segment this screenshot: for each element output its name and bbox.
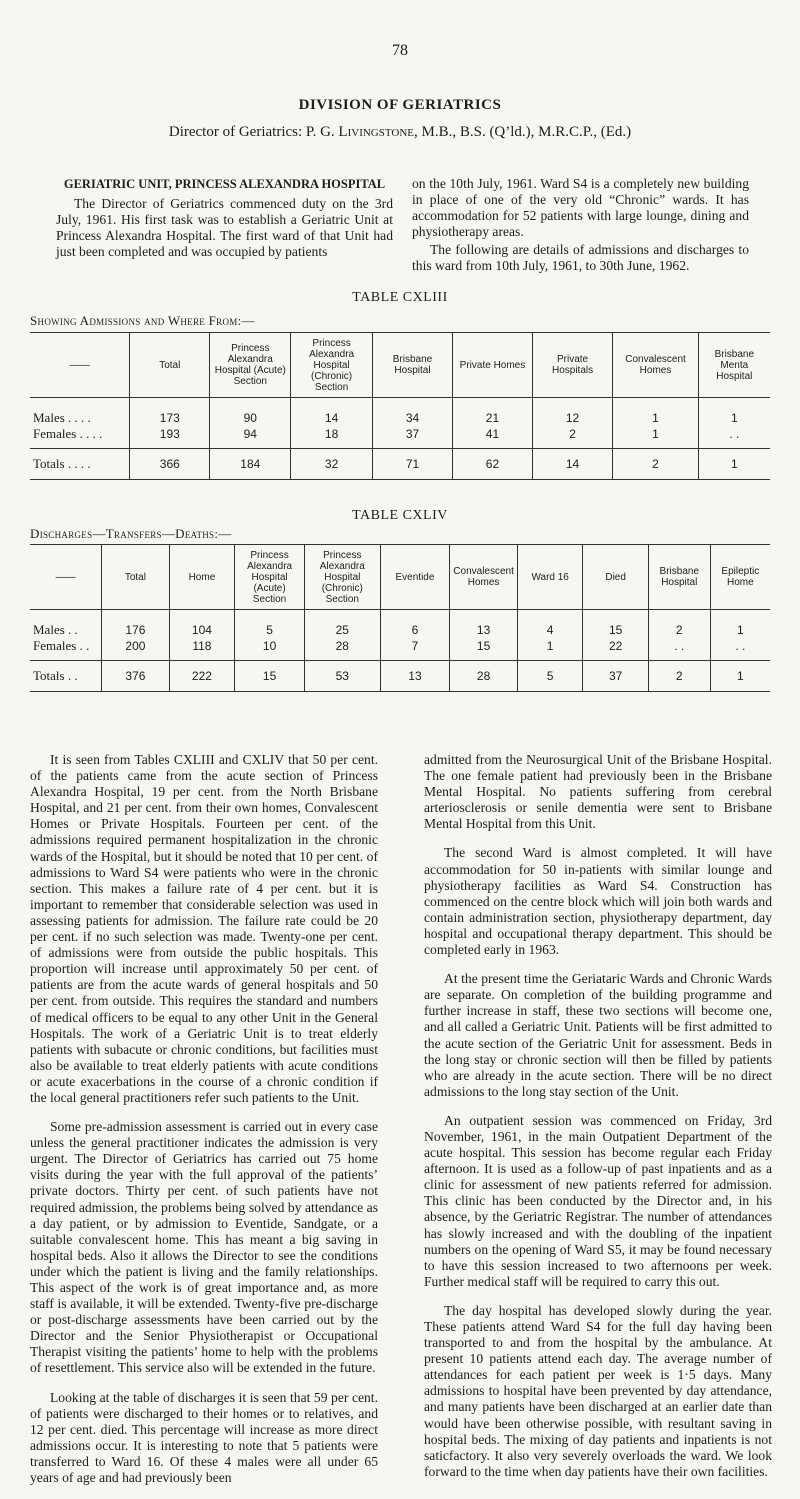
table-row: [30, 638, 770, 654]
table-cell: 376: [102, 661, 169, 692]
table-cell: 94: [210, 426, 291, 442]
table-cell: 13: [380, 661, 450, 692]
table-cell: 5: [517, 661, 583, 692]
table-cell: 14: [532, 449, 613, 480]
table-header-row: [30, 333, 770, 398]
table-cell: 32: [291, 449, 372, 480]
table-cell: 14: [291, 410, 372, 426]
body-right-column: [424, 752, 772, 1493]
row-label: Females . . . .: [33, 426, 103, 441]
column-header: Princess Alexandra Hospital (Acute) Section: [235, 545, 305, 610]
column-header: Home: [169, 545, 235, 610]
table-cell: 5: [235, 622, 305, 638]
row-label: Females . .: [33, 638, 90, 653]
column-header: Died: [583, 545, 648, 610]
table-cell: 1: [698, 449, 770, 480]
column-header: Brisbane Menta Hospital: [698, 333, 770, 398]
table-cell: 2: [648, 622, 710, 638]
column-header: Princess Alexandra Hospital (Chronic) Section: [304, 545, 380, 610]
table-cell: . .: [698, 426, 770, 442]
director-prefix: Director of Geriatrics: P. G.: [168, 124, 339, 140]
column-header: Total: [130, 333, 210, 398]
column-header: Eventide: [380, 545, 450, 610]
table-cell: 28: [450, 661, 518, 692]
column-header: Epileptic Home: [710, 545, 770, 610]
table-cell: . .: [648, 638, 710, 654]
column-header: ——: [30, 545, 102, 610]
table-cell: 15: [583, 622, 648, 638]
director-surname: Livingstone: [338, 124, 414, 140]
table-cell: 1: [710, 661, 770, 692]
table-cell: 37: [372, 426, 453, 442]
table-row: [30, 622, 770, 638]
table-cell: . .: [710, 638, 770, 654]
table2-subtitle: Discharges—Transfers—Deaths:—: [30, 526, 232, 541]
table-cell: 1: [613, 426, 698, 442]
row-label: Males . .: [33, 622, 78, 637]
table-cell: 2: [613, 449, 698, 480]
column-header: Total: [102, 545, 169, 610]
table-cell: 193: [130, 426, 210, 442]
column-header: Private Homes: [453, 333, 532, 398]
body-paragraph: Some pre-admission assessment is carried out in every case unless the general practitioner indicates the admission is very urgent. The Director of Geriatrics has carried out 75 home visits during the year with the full approval of the patients’ private doctors. Thirty per cent. of such patients have not required admission, the problems being solved by attendance as a day patient, or by admission to Eventide, Sandgate, or a suitable convalescent home. This has meant a big saving in hospital beds. Also it allows the Director to see the conditions under which the patient is living and the family relationships. This aspect of the work is of great importance and, as more staff is available, it will be extended. Twenty-five pre-discharge or post-discharge assessments have been carried out by the Director and the Senior Physiotherapist or Occupational Therapist visiting the patients’ home to help with the problems of resettlement. This service also will be extended in the future.: [30, 1119, 378, 1376]
table-total-row: [30, 449, 770, 480]
column-header: Convalescent Homes: [450, 545, 518, 610]
table-cell: 53: [304, 661, 380, 692]
table-cell: 21: [453, 410, 532, 426]
intro-paragraph: The following are details of admissions and discharges to this ward from 10th July, 1961, to 30th June, 1962.: [412, 242, 749, 273]
table-cell: 4: [517, 622, 583, 638]
table-cell: 15: [235, 661, 305, 692]
table1-subtitle: Showing Admissions and Where From:—: [30, 313, 255, 328]
body-paragraph: An outpatient session was commenced on Friday, 3rd November, 1961, in the main Outpatient Department of the acute hospital. This session has become regular each Friday afternoon. It is used as a follow-up of past inpatients and as a clinic for assessment of new patients referred for admission. This clinic has been conducted by the Director and, in his absence, by the Geriatric Registrar. The number of attendances has slowly increased and with the doubling of the inpatient numbers on the opening of Ward S5, it may be found necessary to have this session increased to two afternoons per week. Further medical staff will be required to carry this out.: [424, 1112, 772, 1289]
body-paragraph: admitted from the Neurosurgical Unit of the Brisbane Hospital. The one female patient had previously been in the Brisbane Mental Hospital. No patients suffering from cerebral arteriosclerosis or senile dementia were sent to Brisbane Mental Hospital from this Unit.: [424, 752, 772, 832]
table-row: [30, 410, 770, 426]
column-header: Brisbane Hospital: [372, 333, 453, 398]
body-paragraph: Looking at the table of discharges it is seen that 59 per cent. of patients were discharged to their homes or to relatives, and 12 per cent. died. This percentage will increase as more direct admissions occur. It is interesting to note that 5 patients were transferred to Ward 16. Of these 4 males were all under 65 years of age and had previously been: [30, 1389, 378, 1486]
table-cell: 104: [169, 622, 235, 638]
column-header: Princess Alexandra Hospital (Acute) Section: [210, 333, 291, 398]
table-cell: 34: [372, 410, 453, 426]
table-cell: 2: [532, 426, 613, 442]
column-header: Convalescent Homes: [613, 333, 698, 398]
table-cell: 6: [380, 622, 450, 638]
table-row: [30, 426, 770, 442]
table-cell: 12: [532, 410, 613, 426]
table2-title: TABLE CXLIV: [352, 508, 448, 523]
table-cell: 90: [210, 410, 291, 426]
table-cell: 37: [583, 661, 648, 692]
table-cell: 10: [235, 638, 305, 654]
table-cell: 2: [648, 661, 710, 692]
intro-paragraph: on the 10th July, 1961. Ward S4 is a completely new building in place of one of the very old “Chronic” wards. It has accommodation for 52 patients with large lounge, dining and physiotherapy areas.: [412, 176, 749, 239]
table-cell: 176: [102, 622, 169, 638]
unit-heading: GERIATRIC UNIT, PRINCESS ALEXANDRA HOSPITAL: [63, 177, 386, 191]
row-label: Males . . . .: [33, 410, 91, 425]
discharges-table: [30, 544, 770, 692]
column-header: Brisbane Hospital: [648, 545, 710, 610]
body-paragraph: The second Ward is almost completed. It will have accommodation for 50 in-patients with similar lounge and physiotherapy facilities as Ward S4. Construction has commenced on the centre block which will join both wards and contain administration section, physiotherapy department, day hospital and occupational therapy department. This should be completed early in 1963.: [424, 845, 772, 958]
body-paragraph: At the present time the Geriataric Wards and Chronic Wards are separate. On completion of the building programme and further increase in staff, these two sections will become one, and all called a Geriatric Unit. Patients will be first admitted to the acute section of the Geriatric Unit for assessment. Beds in the long stay or chronic section will then be filled by patients who are already in the acute section. There will be no direct admissions to the long stay section of the Unit.: [424, 971, 772, 1099]
table-cell: 71: [372, 449, 453, 480]
row-label: Totals . .: [30, 661, 102, 692]
table-cell: 1: [710, 622, 770, 638]
table-cell: 15: [450, 638, 518, 654]
column-header: Private Hospitals: [532, 333, 613, 398]
table-cell: 1: [613, 410, 698, 426]
table-cell: 184: [210, 449, 291, 480]
table-cell: 118: [169, 638, 235, 654]
table-cell: 1: [698, 410, 770, 426]
table-cell: 22: [583, 638, 648, 654]
body-paragraph: The day hospital has developed slowly during the year. These patients attend Ward S4 for the full day having been transported to and from the hospital by the ambulance. At present 10 patients attend each day. The average number of attendances for each patient per week is 1·5 days. Many admissions to hospital have been prevented by day attendance, and many patients have been discharged at an earlier date than would have been otherwise possible, with resultant saving in hospital beds. The mixing of day patients and inpatients is not saticfactory. It also very severely overloads the ward. We look forward to the time when day patients have their own facilities.: [424, 1302, 772, 1479]
page-number: 78: [392, 42, 408, 59]
intro-left-column: [56, 176, 393, 262]
admissions-table: [30, 332, 770, 480]
table-cell: 200: [102, 638, 169, 654]
table-total-row: [30, 661, 770, 692]
table-cell: 25: [304, 622, 380, 638]
director-suffix: , M.B., B.S. (Q’ld.), M.R.C.P., (Ed.): [414, 124, 632, 140]
column-header: ——: [30, 333, 130, 398]
column-header: Ward 16: [517, 545, 583, 610]
table1-title: TABLE CXLIII: [352, 290, 448, 305]
table-cell: 41: [453, 426, 532, 442]
table-cell: 1: [517, 638, 583, 654]
division-title: DIVISION OF GERIATRICS: [298, 97, 502, 113]
intro-paragraph: The Director of Geriatrics commenced duty on the 3rd July, 1961. His first task was to establish a Geriatric Unit at Princess Alexandra Hospital. The first ward of that Unit had just been completed and was occupied by patients: [56, 196, 393, 259]
table-cell: 7: [380, 638, 450, 654]
body-left-column: [30, 752, 378, 1499]
row-label: Totals . . . .: [30, 449, 130, 480]
column-header: Princess Alexandra Hospital (Chronic) Section: [291, 333, 372, 398]
table-cell: 28: [304, 638, 380, 654]
table-cell: 18: [291, 426, 372, 442]
table-cell: 62: [453, 449, 532, 480]
table-cell: 366: [130, 449, 210, 480]
table-cell: 173: [130, 410, 210, 426]
body-paragraph: It is seen from Tables CXLIII and CXLIV that 50 per cent. of the patients came from the acute section of Princess Alexandra Hospital, 19 per cent. from the North Brisbane Hospital, and 21 per cent. from their own homes, Convalescent Homes or Private Hospitals. Fourteen per cent. of the admissions required permanent hospitalization in the chronic wards of the Hospital, but it should be noted that 10 per cent. of admissions to Ward S4 were patients who were in the chronic section. This makes a failure rate of 4 per cent. but it is important to remember that considerable selection was used in assessing patients for admission. The failure rate could be 20 per cent. if no such selection was made. Twenty-one per cent. of admissions were from outside the public hospitals. This proportion will increase until approximately 50 per cent. of patients are from the acute wards of general hospitals and 50 per cent. from outside. This requires the standard and numbers of medical officers to be equal to any other Unit in the General Hospitals. The work of a Geriatric Unit is to treat elderly patients with subacute or chronic conditions, but facilities must also be available to treat elderly patients with acute conditions or acute exacerbations in the course of a chronic condition if the local general practitioners refer such patients to the Unit.: [30, 752, 378, 1105]
intro-right-column: [412, 176, 749, 276]
table-cell: 13: [450, 622, 518, 638]
table-header-row: [30, 545, 770, 610]
director-line: [0, 124, 800, 141]
table-cell: 222: [169, 661, 235, 692]
